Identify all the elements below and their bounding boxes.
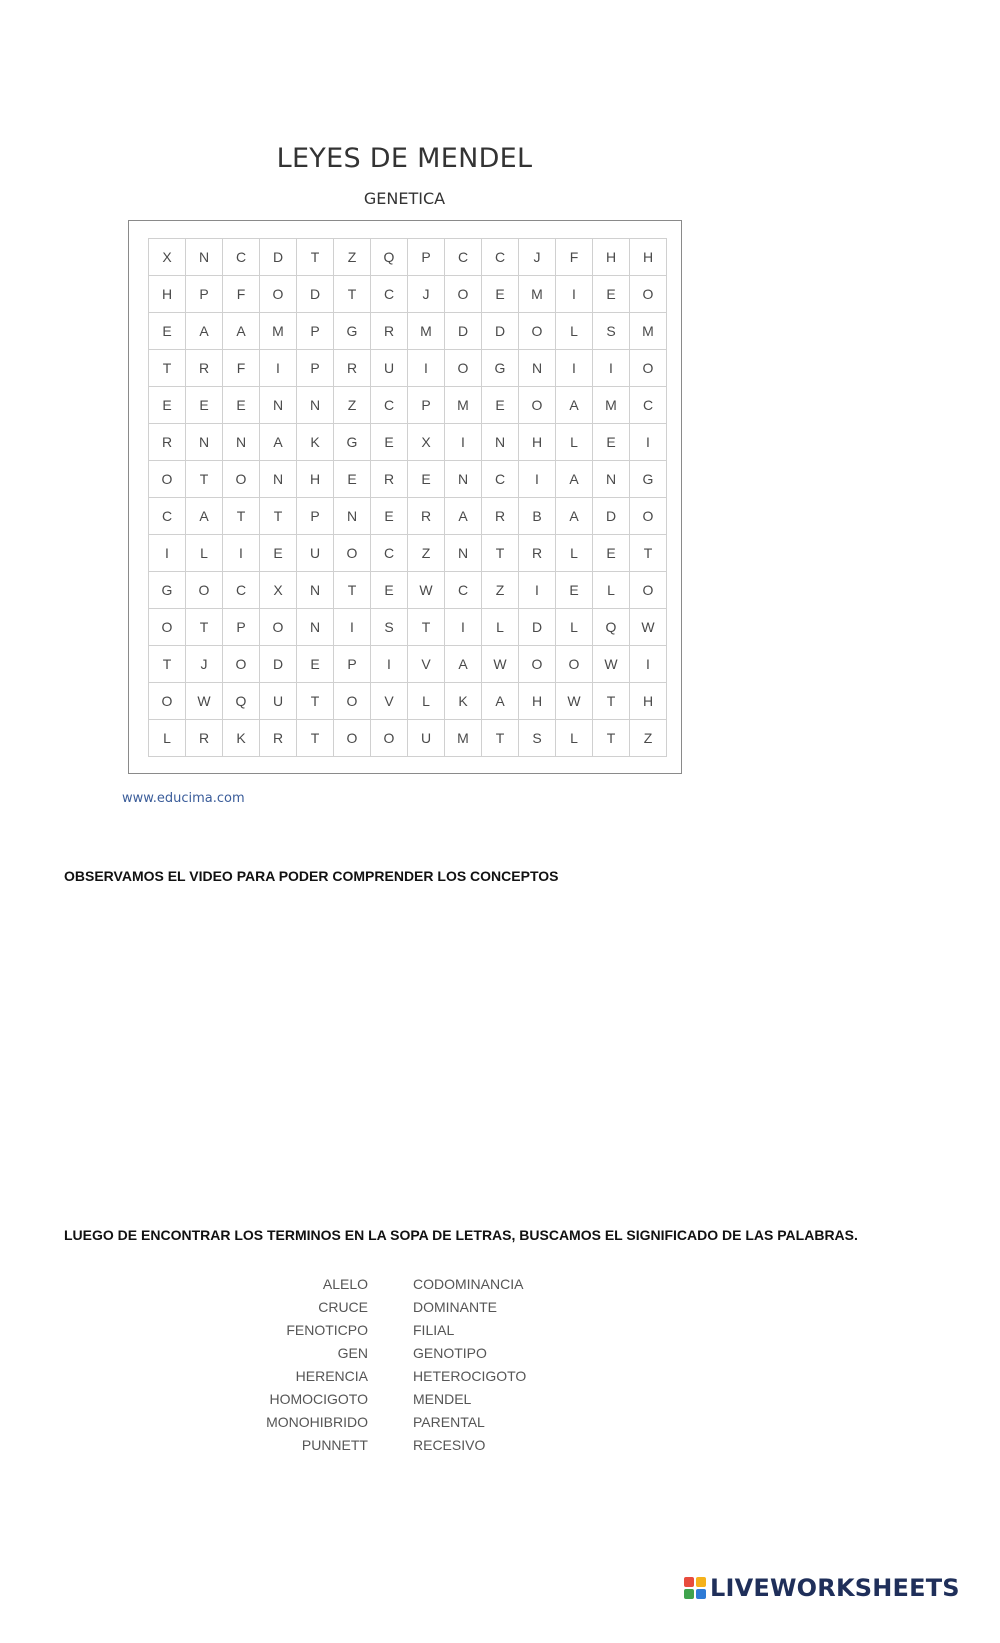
word-item: PUNNETT [301,1437,368,1453]
grid-cell: N [186,239,223,276]
grid-cell: J [186,646,223,683]
grid-cell: M [408,313,445,350]
grid-cell: C [223,239,260,276]
grid-cell: L [408,683,445,720]
grid-cell: U [408,720,445,757]
grid-cell: O [630,276,667,313]
grid-cell: O [149,609,186,646]
grid-cell: D [482,313,519,350]
grid-cell: G [334,313,371,350]
grid-cell: H [519,424,556,461]
word-item: CODOMINANCIA [413,1276,524,1292]
grid-cell: E [334,461,371,498]
grid-cell: K [445,683,482,720]
grid-cell: L [556,424,593,461]
grid-cell: W [186,683,223,720]
grid-cell: V [408,646,445,683]
grid-cell: I [556,350,593,387]
instruction-meaning: LUEGO DE ENCONTRAR LOS TERMINOS EN LA SOPA DE LETRAS, BUSCAMOS EL SIGNIFICADO DE LAS PALABRAS. [64,1227,858,1243]
grid-cell: N [482,424,519,461]
grid-cell: T [260,498,297,535]
grid-cell: R [371,461,408,498]
grid-cell: U [371,350,408,387]
grid-cell: U [297,535,334,572]
grid-cell: E [371,498,408,535]
grid-cell: O [334,535,371,572]
grid-cell: T [149,646,186,683]
grid-cell: C [445,239,482,276]
grid-cell: C [482,461,519,498]
grid-cell: R [260,720,297,757]
grid-cell: R [186,350,223,387]
grid-cell: A [445,646,482,683]
grid-cell: I [260,350,297,387]
grid-cell: O [519,387,556,424]
grid-cell: N [223,424,260,461]
grid-cell: E [260,535,297,572]
grid-cell: S [371,609,408,646]
grid-cell: C [482,239,519,276]
word-search-grid [148,238,667,757]
liveworksheets-logo-icon [684,1577,706,1599]
logo-square-1 [684,1577,694,1587]
grid-cell: O [630,572,667,609]
word-item: PARENTAL [413,1414,485,1430]
grid-cell: I [371,646,408,683]
grid-cell: T [630,535,667,572]
word-item: CRUCE [318,1299,368,1315]
grid-cell: L [556,609,593,646]
grid-cell: E [371,424,408,461]
word-item: HERENCIA [295,1368,368,1384]
grid-cell: I [593,350,630,387]
grid-cell: C [445,572,482,609]
grid-cell: D [593,498,630,535]
grid-cell: E [223,387,260,424]
grid-cell: X [149,239,186,276]
grid-cell: I [630,424,667,461]
word-item: FENOTICPO [286,1322,368,1338]
grid-cell: T [334,572,371,609]
grid-cell: Z [334,239,371,276]
grid-cell: A [186,498,223,535]
grid-cell: Z [630,720,667,757]
grid-cell: O [260,609,297,646]
word-item: DOMINANTE [413,1299,497,1315]
grid-cell: D [519,609,556,646]
grid-cell: G [630,461,667,498]
grid-cell: J [408,276,445,313]
word-item: HETEROCIGOTO [413,1368,527,1384]
grid-cell: R [186,720,223,757]
grid-cell: E [482,387,519,424]
grid-cell: X [260,572,297,609]
brand-footer[interactable] [684,1574,960,1602]
grid-cell: T [334,276,371,313]
word-list-right [413,1273,613,1457]
worksheet-title: LEYES DE MENDEL [276,143,533,174]
grid-cell: T [593,683,630,720]
grid-cell: D [260,239,297,276]
grid-cell: R [482,498,519,535]
grid-cell: I [519,461,556,498]
grid-cell: G [149,572,186,609]
grid-cell: N [297,609,334,646]
word-item: RECESIVO [413,1437,486,1453]
logo-square-4 [696,1589,706,1599]
logo-square-2 [696,1577,706,1587]
grid-cell: X [408,424,445,461]
grid-cell: M [445,720,482,757]
grid-cell: R [371,313,408,350]
grid-cell: Q [593,609,630,646]
brand-name: LIVEWORKSHEETS [710,1574,960,1602]
grid-cell: R [334,350,371,387]
grid-cell: O [630,498,667,535]
grid-cell: A [445,498,482,535]
grid-cell: N [593,461,630,498]
grid-cell: T [223,498,260,535]
grid-cell: D [260,646,297,683]
grid-cell: H [630,239,667,276]
grid-cell: O [149,683,186,720]
grid-cell: N [260,387,297,424]
grid-cell: A [186,313,223,350]
grid-cell: M [630,313,667,350]
grid-cell: E [593,424,630,461]
grid-cell: E [593,276,630,313]
grid-cell: I [556,276,593,313]
grid-cell: Q [223,683,260,720]
grid-cell: A [482,683,519,720]
grid-cell: O [334,683,371,720]
grid-cell: N [297,572,334,609]
grid-cell: L [556,720,593,757]
grid-cell: O [630,350,667,387]
grid-cell: Z [334,387,371,424]
grid-cell: O [371,720,408,757]
grid-cell: T [186,461,223,498]
grid-cell: Z [482,572,519,609]
grid-cell: T [297,683,334,720]
grid-cell: E [556,572,593,609]
grid-cell: L [149,720,186,757]
grid-cell: M [260,313,297,350]
grid-cell: O [519,313,556,350]
grid-cell: R [149,424,186,461]
grid-cell: N [334,498,371,535]
grid-cell: T [482,720,519,757]
grid-cell: C [149,498,186,535]
grid-cell: P [297,313,334,350]
grid-cell: S [593,313,630,350]
grid-cell: Q [371,239,408,276]
grid-cell: H [297,461,334,498]
grid-cell: T [186,609,223,646]
grid-cell: E [186,387,223,424]
grid-cell: Z [408,535,445,572]
grid-cell: T [593,720,630,757]
grid-cell: C [223,572,260,609]
grid-cell: T [297,239,334,276]
word-item: HOMOCIGOTO [269,1391,368,1407]
grid-cell: L [593,572,630,609]
grid-cell: T [482,535,519,572]
grid-cell: O [556,646,593,683]
grid-cell: I [334,609,371,646]
grid-cell: A [556,461,593,498]
grid-cell: F [223,350,260,387]
grid-cell: W [630,609,667,646]
grid-cell: N [260,461,297,498]
word-item: GEN [337,1345,368,1361]
worksheet-subtitle: GENETICA [363,189,446,208]
grid-cell: T [149,350,186,387]
grid-cell: T [408,609,445,646]
grid-cell: L [186,535,223,572]
grid-cell: K [223,720,260,757]
grid-cell: A [223,313,260,350]
grid-cell: M [593,387,630,424]
source-credit: www.educima.com [122,791,245,806]
grid-cell: B [519,498,556,535]
word-item: MENDEL [413,1391,472,1407]
grid-cell: W [482,646,519,683]
grid-cell: H [519,683,556,720]
grid-cell: G [334,424,371,461]
grid-cell: C [630,387,667,424]
grid-cell: H [630,683,667,720]
grid-cell: I [445,424,482,461]
grid-cell: S [519,720,556,757]
grid-cell: P [408,387,445,424]
grid-cell: W [556,683,593,720]
grid-cell: I [630,646,667,683]
grid-cell: C [371,535,408,572]
grid-cell: P [223,609,260,646]
grid-cell: I [408,350,445,387]
grid-cell: O [223,461,260,498]
grid-cell: I [445,609,482,646]
grid-cell: N [297,387,334,424]
grid-cell: N [445,535,482,572]
grid-cell: V [371,683,408,720]
grid-cell: O [186,572,223,609]
grid-cell: I [519,572,556,609]
grid-cell: G [482,350,519,387]
grid-cell: A [556,498,593,535]
grid-cell: E [408,461,445,498]
grid-cell: A [260,424,297,461]
grid-cell: N [519,350,556,387]
grid-cell: E [149,387,186,424]
grid-cell: O [223,646,260,683]
word-item: GENOTIPO [413,1345,487,1361]
word-item: MONOHIBRIDO [266,1414,368,1430]
word-item: FILIAL [413,1322,455,1338]
grid-cell: M [445,387,482,424]
instruction-video: OBSERVAMOS EL VIDEO PARA PODER COMPRENDER LOS CONCEPTOS [64,868,559,884]
grid-cell: O [519,646,556,683]
grid-cell: K [297,424,334,461]
grid-cell: P [297,498,334,535]
grid-cell: O [445,350,482,387]
grid-cell: O [260,276,297,313]
grid-cell: M [519,276,556,313]
grid-cell: J [519,239,556,276]
grid-cell: P [297,350,334,387]
grid-cell: F [556,239,593,276]
grid-cell: C [371,276,408,313]
grid-cell: E [371,572,408,609]
grid-cell: O [149,461,186,498]
grid-cell: I [149,535,186,572]
grid-cell: N [445,461,482,498]
grid-cell: A [556,387,593,424]
grid-cell: I [223,535,260,572]
grid-cell: N [186,424,223,461]
grid-cell: R [408,498,445,535]
grid-cell: R [519,535,556,572]
grid-cell: H [593,239,630,276]
grid-cell: E [149,313,186,350]
grid-cell: P [408,239,445,276]
grid-cell: E [593,535,630,572]
grid-cell: L [482,609,519,646]
word-list-left [222,1273,368,1457]
grid-cell: E [297,646,334,683]
grid-cell: T [297,720,334,757]
grid-cell: C [371,387,408,424]
grid-cell: F [223,276,260,313]
grid-cell: W [593,646,630,683]
grid-cell: D [445,313,482,350]
word-item: ALELO [322,1276,368,1292]
grid-cell: H [149,276,186,313]
grid-cell: W [408,572,445,609]
grid-cell: L [556,535,593,572]
grid-cell: O [334,720,371,757]
grid-cell: P [186,276,223,313]
grid-cell: U [260,683,297,720]
grid-cell: P [334,646,371,683]
logo-square-3 [684,1589,694,1599]
grid-cell: E [482,276,519,313]
grid-cell: O [445,276,482,313]
grid-cell: D [297,276,334,313]
grid-cell: L [556,313,593,350]
